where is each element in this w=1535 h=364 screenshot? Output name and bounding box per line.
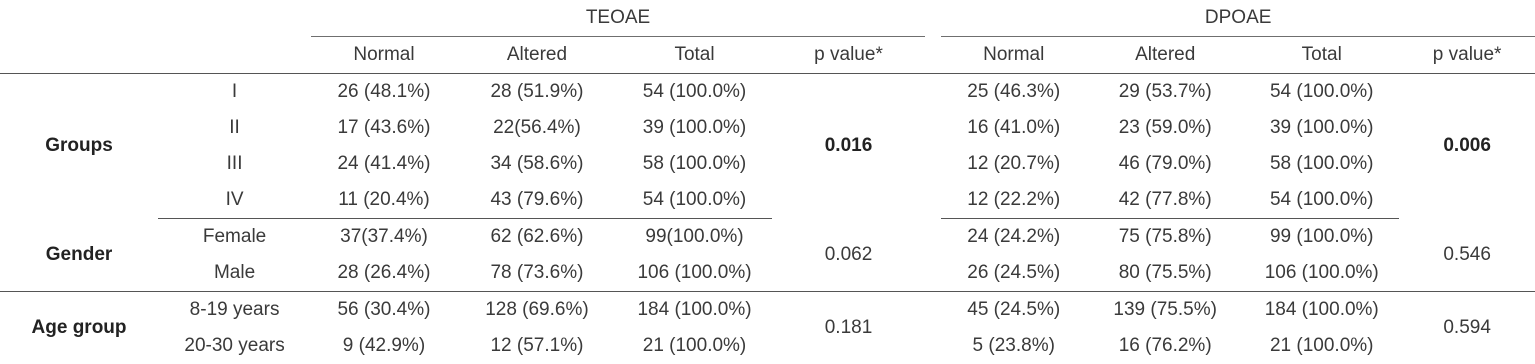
p-value-teoae-age: 0.181	[772, 292, 925, 364]
header-row-2	[0, 37, 1535, 74]
teoae-header: TEOAE	[311, 0, 925, 37]
cell: 45 (24.5%)	[941, 292, 1086, 329]
table-row	[0, 255, 1535, 292]
cell: 12 (22.2%)	[941, 182, 1086, 219]
col-pvalue-teoae: p value*	[772, 37, 925, 74]
p-value-dpoae-gender: 0.546	[1399, 219, 1535, 292]
cell: 75 (75.8%)	[1086, 219, 1244, 256]
cell: 184 (100.0%)	[1244, 292, 1399, 329]
col-altered-dpoae: Altered	[1086, 37, 1244, 74]
cell: 80 (75.5%)	[1086, 255, 1244, 292]
row-label-age-group: Age group	[0, 292, 158, 364]
cell: 184 (100.0%)	[617, 292, 772, 329]
cell: 58 (100.0%)	[617, 146, 772, 182]
cell: 54 (100.0%)	[1244, 74, 1399, 111]
p-value-teoae-gender: 0.062	[772, 219, 925, 292]
cell: 46 (79.0%)	[1086, 146, 1244, 182]
cell: 11 (20.4%)	[311, 182, 457, 219]
cell: 99 (100.0%)	[1244, 219, 1399, 256]
sub-label: 20-30 years	[158, 328, 311, 364]
cell: 58 (100.0%)	[1244, 146, 1399, 182]
sub-label: II	[158, 110, 311, 146]
table-row	[0, 110, 1535, 146]
cell: 42 (77.8%)	[1086, 182, 1244, 219]
cell: 106 (100.0%)	[1244, 255, 1399, 292]
cell: 21 (100.0%)	[617, 328, 772, 364]
row-label-groups: Groups	[0, 74, 158, 219]
dpoae-header: DPOAE	[941, 0, 1535, 37]
cell: 5 (23.8%)	[941, 328, 1086, 364]
cell: 99(100.0%)	[617, 219, 772, 256]
cell: 25 (46.3%)	[941, 74, 1086, 111]
cell: 62 (62.6%)	[457, 219, 617, 256]
col-altered-teoae: Altered	[457, 37, 617, 74]
sub-label: I	[158, 74, 311, 111]
cell: 16 (76.2%)	[1086, 328, 1244, 364]
sub-label: III	[158, 146, 311, 182]
cell: 54 (100.0%)	[1244, 182, 1399, 219]
col-normal-teoae: Normal	[311, 37, 457, 74]
cell: 12 (57.1%)	[457, 328, 617, 364]
header-row-1	[0, 0, 1535, 37]
col-pvalue-dpoae: p value*	[1399, 37, 1535, 74]
cell: 23 (59.0%)	[1086, 110, 1244, 146]
row-label-gender: Gender	[0, 219, 158, 292]
cell: 22(56.4%)	[457, 110, 617, 146]
col-total-dpoae: Total	[1244, 37, 1399, 74]
cell: 29 (53.7%)	[1086, 74, 1244, 111]
cell: 26 (48.1%)	[311, 74, 457, 111]
table-row	[0, 74, 1535, 111]
table-row	[0, 219, 1535, 256]
cell: 28 (26.4%)	[311, 255, 457, 292]
cell: 39 (100.0%)	[1244, 110, 1399, 146]
sub-label: 8-19 years	[158, 292, 311, 329]
cell: 78 (73.6%)	[457, 255, 617, 292]
cell: 34 (58.6%)	[457, 146, 617, 182]
cell: 21 (100.0%)	[1244, 328, 1399, 364]
cell: 139 (75.5%)	[1086, 292, 1244, 329]
cell: 43 (79.6%)	[457, 182, 617, 219]
cell: 54 (100.0%)	[617, 74, 772, 111]
cell: 106 (100.0%)	[617, 255, 772, 292]
p-value-dpoae-groups: 0.006	[1399, 74, 1535, 219]
cell: 28 (51.9%)	[457, 74, 617, 111]
sub-label: IV	[158, 182, 311, 219]
cell: 54 (100.0%)	[617, 182, 772, 219]
cell: 37(37.4%)	[311, 219, 457, 256]
sub-label: Male	[158, 255, 311, 292]
cell: 24 (24.2%)	[941, 219, 1086, 256]
table-row	[0, 292, 1535, 329]
col-total-teoae: Total	[617, 37, 772, 74]
table-row	[0, 182, 1535, 219]
cell: 12 (20.7%)	[941, 146, 1086, 182]
cell: 26 (24.5%)	[941, 255, 1086, 292]
p-value-teoae-groups: 0.016	[772, 74, 925, 219]
cell: 9 (42.9%)	[311, 328, 457, 364]
sub-label: Female	[158, 219, 311, 256]
cell: 17 (43.6%)	[311, 110, 457, 146]
table-row	[0, 328, 1535, 364]
cell: 16 (41.0%)	[941, 110, 1086, 146]
cell: 24 (41.4%)	[311, 146, 457, 182]
table-row	[0, 146, 1535, 182]
cell: 56 (30.4%)	[311, 292, 457, 329]
cell: 128 (69.6%)	[457, 292, 617, 329]
cell: 39 (100.0%)	[617, 110, 772, 146]
p-value-dpoae-age: 0.594	[1399, 292, 1535, 364]
col-normal-dpoae: Normal	[941, 37, 1086, 74]
